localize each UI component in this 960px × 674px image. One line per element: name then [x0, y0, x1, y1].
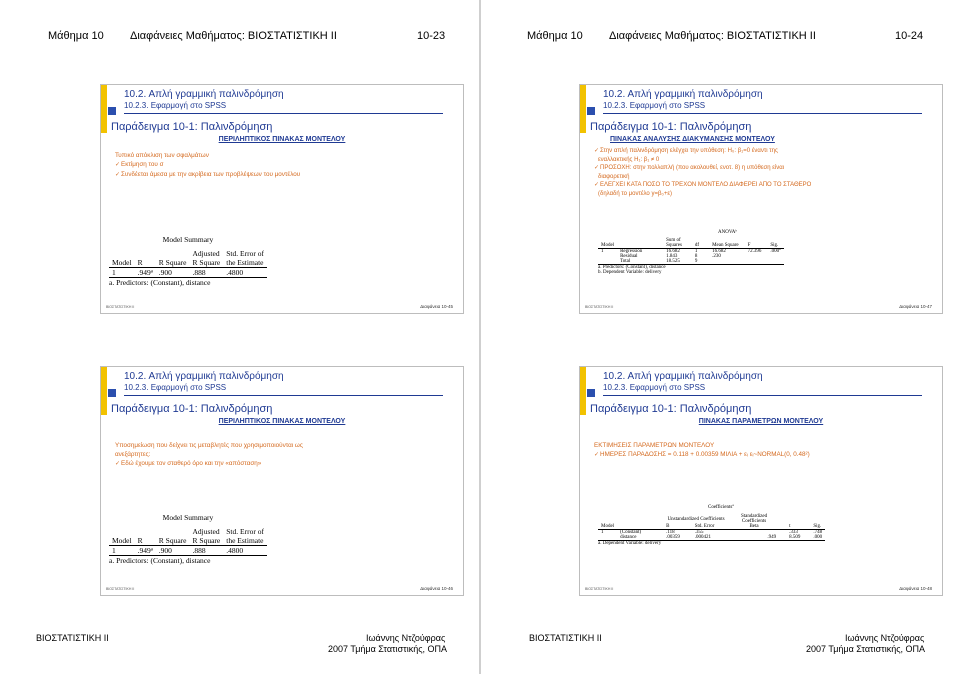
table-header-row: Adjusted Std. Error of: [192, 249, 264, 258]
table-row: 1 .949ª .900 .888 .4800: [109, 546, 267, 556]
slide-footer-course: ΒΙΟΣΤΑΤΙΣΤΙΚΗ ΙΙ: [106, 305, 135, 309]
lesson-label: Μάθημα 10: [527, 30, 583, 42]
bullet-list: [115, 151, 453, 180]
table-header-row: Sum of: [666, 238, 681, 243]
slide-heading: Παράδειγμα 10-1: Παλινδρόμηση: [111, 121, 273, 133]
table-footnote: a. Predictors: (Constant), distance: [598, 265, 666, 270]
page-gutter: [479, 0, 481, 674]
bullet-item: ανεξάρτητες:: [115, 451, 151, 458]
table-footnote: b. Dependent Variable: delivery: [598, 270, 662, 275]
model-summary-table: [109, 235, 267, 287]
table-row: 1 (Constant) .118 .355 .333 .748: [601, 530, 823, 535]
bullet-item: ✓Εδώ έχουμε τον σταθερό όρο και την «απόσταση»: [115, 460, 262, 467]
table-footnote: a. Predictors: (Constant), distance: [109, 556, 211, 565]
slide-10-47: [579, 84, 943, 314]
bullet-list: [115, 441, 453, 469]
bullet-item: ✓Συνδέεται άμεσα με την ακρίβεια των προβλέψεων του μοντέλου: [115, 171, 301, 178]
accent-square: [108, 389, 116, 397]
slide-footer-course: ΒΙΟΣΤΑΤΙΣΤΙΚΗ ΙΙ: [106, 587, 135, 591]
accent-square: [587, 389, 595, 397]
table-footnote: a. Dependent Variable: delivery: [598, 541, 662, 546]
accent-bar: [580, 367, 586, 415]
bullet-item: εναλλακτικής H₁: β₁ ≠ 0: [598, 156, 660, 163]
table-row: Residual 1.843 8 .230: [620, 254, 721, 259]
slide-10-48: [579, 366, 943, 596]
title-rule: [124, 395, 443, 396]
course-title: Διαφάνειες Μαθήματος: ΒΙΟΣΤΑΤΙΣΤΙΚΗ ΙΙ: [609, 30, 816, 42]
table-caption: Model Summary: [162, 235, 214, 244]
bullet-list: [594, 441, 932, 460]
bullet-item: ✓Στην απλή παλινδρόμηση ελέγχει την υπόθεση: H₀: β₁=0 έναντι της: [594, 148, 778, 154]
anova-table: [598, 230, 784, 275]
course-title: Διαφάνειες Μαθήματος: ΒΙΟΣΤΑΤΙΣΤΙΚΗ ΙΙ: [130, 30, 337, 42]
slide-title: 10.2. Απλή γραμμική παλινδρόμηση: [603, 371, 763, 382]
slide-subtitle: 10.2.3. Εφαρμογή στο SPSS: [603, 101, 706, 110]
table-row: distance .00359 .000421 .949 8.509 .000: [598, 535, 825, 541]
check-icon: ✓: [594, 165, 600, 171]
slide-10-46: [100, 366, 464, 596]
table-caption: Coefficientsª: [708, 505, 734, 510]
bullet-item: ✓ΠΡΟΣΟΧΗ: στην πολλαπλή (που ακολουθεί, ενοτ. 8) η υπόθεση είναι: [594, 165, 785, 171]
bullet-item: Υποσημείωση που δείχνει τις μεταβλητές που χρησιμοποιούνται ως: [115, 442, 303, 449]
coefficients-table: [598, 505, 825, 546]
footer-course: ΒΙΟΣΤΑΤΙΣΤΙΚΗ ΙΙ: [529, 633, 602, 643]
lesson-label: Μάθημα 10: [48, 30, 104, 42]
accent-square: [587, 107, 595, 115]
check-icon: ✓: [115, 172, 121, 178]
check-icon: ✓: [594, 182, 600, 188]
table-header-row: Adjusted Std. Error of: [192, 527, 264, 536]
slide-section-heading: ΠΕΡΙΛΗΠΤΙΚΟΣ ΠΙΝΑΚΑΣ ΜΟΝΤΕΛΟΥ: [218, 418, 346, 425]
title-rule: [603, 395, 922, 396]
check-icon: ✓: [594, 452, 600, 458]
table-row: 1 Regression 16.682 1 16.682 72.396 .000ª: [601, 249, 781, 254]
check-icon: ✓: [115, 162, 121, 168]
slide-title: 10.2. Απλή γραμμική παλινδρόμηση: [124, 89, 284, 100]
table-header-row: Unstandardized Coefficients Standardized Coefficients: [667, 514, 768, 524]
bullet-item: (δηλαδή το μοντέλο y=β₀+ε): [598, 190, 673, 197]
slide-10-45: [100, 84, 464, 314]
table-header-row: Model B Std. Error Beta t Sig.: [598, 524, 825, 530]
accent-bar: [580, 85, 586, 133]
table-header-row: Model Squares df Mean Square F Sig.: [598, 243, 784, 249]
slide-heading: Παράδειγμα 10-1: Παλινδρόμηση: [590, 403, 752, 415]
slide-section-heading: ΠΙΝΑΚΑΣ ΑΝΑΛΥΣΗΣ ΔΙΑΚΥΜΑΝΣΗΣ ΜΟΝΤΕΛΟΥ: [610, 136, 775, 143]
table-caption: Model Summary: [162, 513, 214, 522]
bullet-item: ✓ΕΛΕΓΧΕΙ ΚΑΤΑ ΠΟΣΟ ΤΟ ΤΡΕΧΟΝ ΜΟΝΤΕΛΟ ΔΙΑΦΕΡΕΙ ΑΠΟ ΤΟ ΣΤΑΘΕΡΟ: [594, 182, 812, 188]
slide-subtitle: 10.2.3. Εφαρμογή στο SPSS: [603, 383, 706, 392]
table-row: 1 .949ª .900 .888 .4800: [109, 268, 267, 278]
bullet-item: ✓ΗΜΕΡΕΣ ΠΑΡΑΔΟΣΗΣ = 0.118 + 0.00359 ΜΙΛΙΑ + εᵢ εᵢ~NORMAL(0, 0.48²): [594, 451, 810, 458]
footer-department: 2007 Τμήμα Στατιστικής, ΟΠΑ: [806, 644, 926, 654]
slide-number: Διαφάνεια 10-46: [420, 586, 453, 591]
title-rule: [124, 113, 443, 114]
check-icon: ✓: [115, 461, 121, 467]
slide-title: 10.2. Απλή γραμμική παλινδρόμηση: [124, 371, 284, 382]
bullet-item: Τυπικό απόκλιση των σφαλμάτων: [115, 152, 209, 159]
slide-heading: Παράδειγμα 10-1: Παλινδρόμηση: [590, 121, 752, 133]
table-row: Total 18.525 9: [598, 259, 784, 265]
check-icon: ✓: [594, 148, 600, 154]
slide-subtitle: 10.2.3. Εφαρμογή στο SPSS: [124, 383, 227, 392]
title-rule: [603, 113, 922, 114]
bullet-item: διαφορετική: [598, 173, 630, 180]
table-footnote: a. Predictors: (Constant), distance: [109, 278, 211, 287]
slide-section-heading: ΠΙΝΑΚΑΣ ΠΑΡΑΜΕΤΡΩΝ ΜΟΝΤΕΛΟΥ: [698, 418, 824, 425]
table-header-row: Model R R Square R Square the Estimate: [109, 536, 267, 546]
slide-section-heading: ΠΕΡΙΛΗΠΤΙΚΟΣ ΠΙΝΑΚΑΣ ΜΟΝΤΕΛΟΥ: [218, 136, 346, 143]
table-header-row: Model R R Square R Square the Estimate: [109, 258, 267, 268]
slide-number: Διαφάνεια 10-47: [899, 304, 932, 309]
footer-course: ΒΙΟΣΤΑΤΙΣΤΙΚΗ ΙΙ: [36, 633, 109, 643]
slide-number: Διαφάνεια 10-45: [420, 304, 453, 309]
slide-title: 10.2. Απλή γραμμική παλινδρόμηση: [603, 89, 763, 100]
footer-author: Ιωάννης Ντζούφρας: [366, 633, 446, 643]
accent-bar: [101, 367, 107, 415]
bullet-list: [594, 147, 932, 198]
slide-footer-course: ΒΙΟΣΤΑΤΙΣΤΙΚΗ ΙΙ: [585, 305, 614, 309]
accent-bar: [101, 85, 107, 133]
page-range: 10-24: [895, 30, 924, 42]
slide-heading: Παράδειγμα 10-1: Παλινδρόμηση: [111, 403, 273, 415]
bullet-item: ✓Εκτίμηση του σ: [115, 161, 164, 168]
bullet-item: ΕΚΤΙΜΗΣΕΙΣ ΠΑΡΑΜΕΤΡΩΝ ΜΟΝΤΕΛΟΥ: [594, 442, 715, 449]
page-range: 10-23: [417, 30, 446, 42]
footer-department: 2007 Τμήμα Στατιστικής, ΟΠΑ: [328, 644, 448, 654]
slide-footer-course: ΒΙΟΣΤΑΤΙΣΤΙΚΗ ΙΙ: [585, 587, 614, 591]
footer-author: Ιωάννης Ντζούφρας: [845, 633, 925, 643]
slide-subtitle: 10.2.3. Εφαρμογή στο SPSS: [124, 101, 227, 110]
model-summary-table: [109, 513, 267, 565]
accent-square: [108, 107, 116, 115]
table-caption: ANOVAᵇ: [718, 230, 737, 235]
slide-number: Διαφάνεια 10-48: [899, 586, 932, 591]
